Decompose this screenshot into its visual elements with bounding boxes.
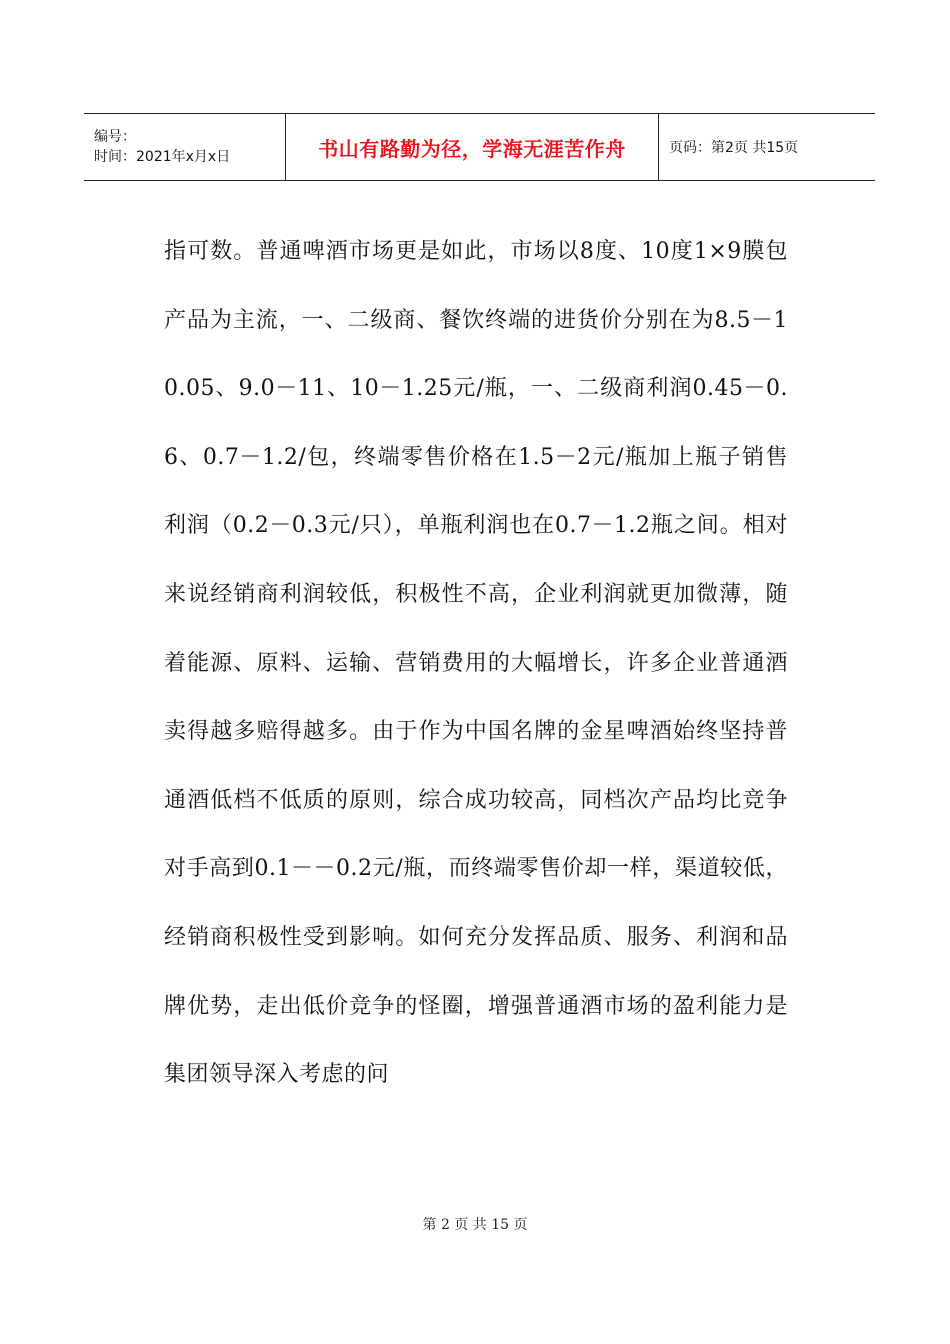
header-motto-cell	[286, 114, 659, 180]
header-meta-cell	[84, 114, 286, 180]
header-page-cell	[659, 114, 875, 180]
body-paragraph: 指可数。普通啤酒市场更是如此，市场以8度、10度1×9膜包产品为主流，一、二级商、餐饮终端的进货价分别在为8.5－10.05、9.0－11、10－1.25元/瓶，一、二级商利润0.45－0.6、0.7－1.2/包，终端零售价格在1.5－2元/瓶加上瓶子销售利润（0.2－0.3元/只），单瓶利润也在0.7－1.2瓶之间。相对来说经销商利润较低，积极性不高，企业利润就更加微薄，随着能源、原料、运输、营销费用的大幅增长，许多企业普通酒卖得越多赔得越多。由于作为中国名牌的金星啤酒始终坚持普通酒低档不低质的原则，综合成功较高，同档次产品均比竞争对手高到0.1－－0.2元/瓶，而终端零售价却一样，渠道较低，经销商积极性受到影响。如何充分发挥品质、服务、利润和品牌优势，走出低价竞争的怪圈，增强普通酒市场的盈利能力是集团领导深入考虑的问	[164, 239, 788, 1088]
page-footer-number: 第 2 页 共 15 页	[422, 1217, 528, 1233]
header-page-label: 页码：第2页 共15页	[669, 140, 799, 156]
document-date-label: 时间：2021年x月x日	[94, 149, 231, 165]
page-header	[84, 113, 875, 181]
document-number-label: 编号：	[94, 129, 136, 145]
header-motto: 书山有路勤为径，学海无涯苦作舟	[318, 136, 626, 161]
